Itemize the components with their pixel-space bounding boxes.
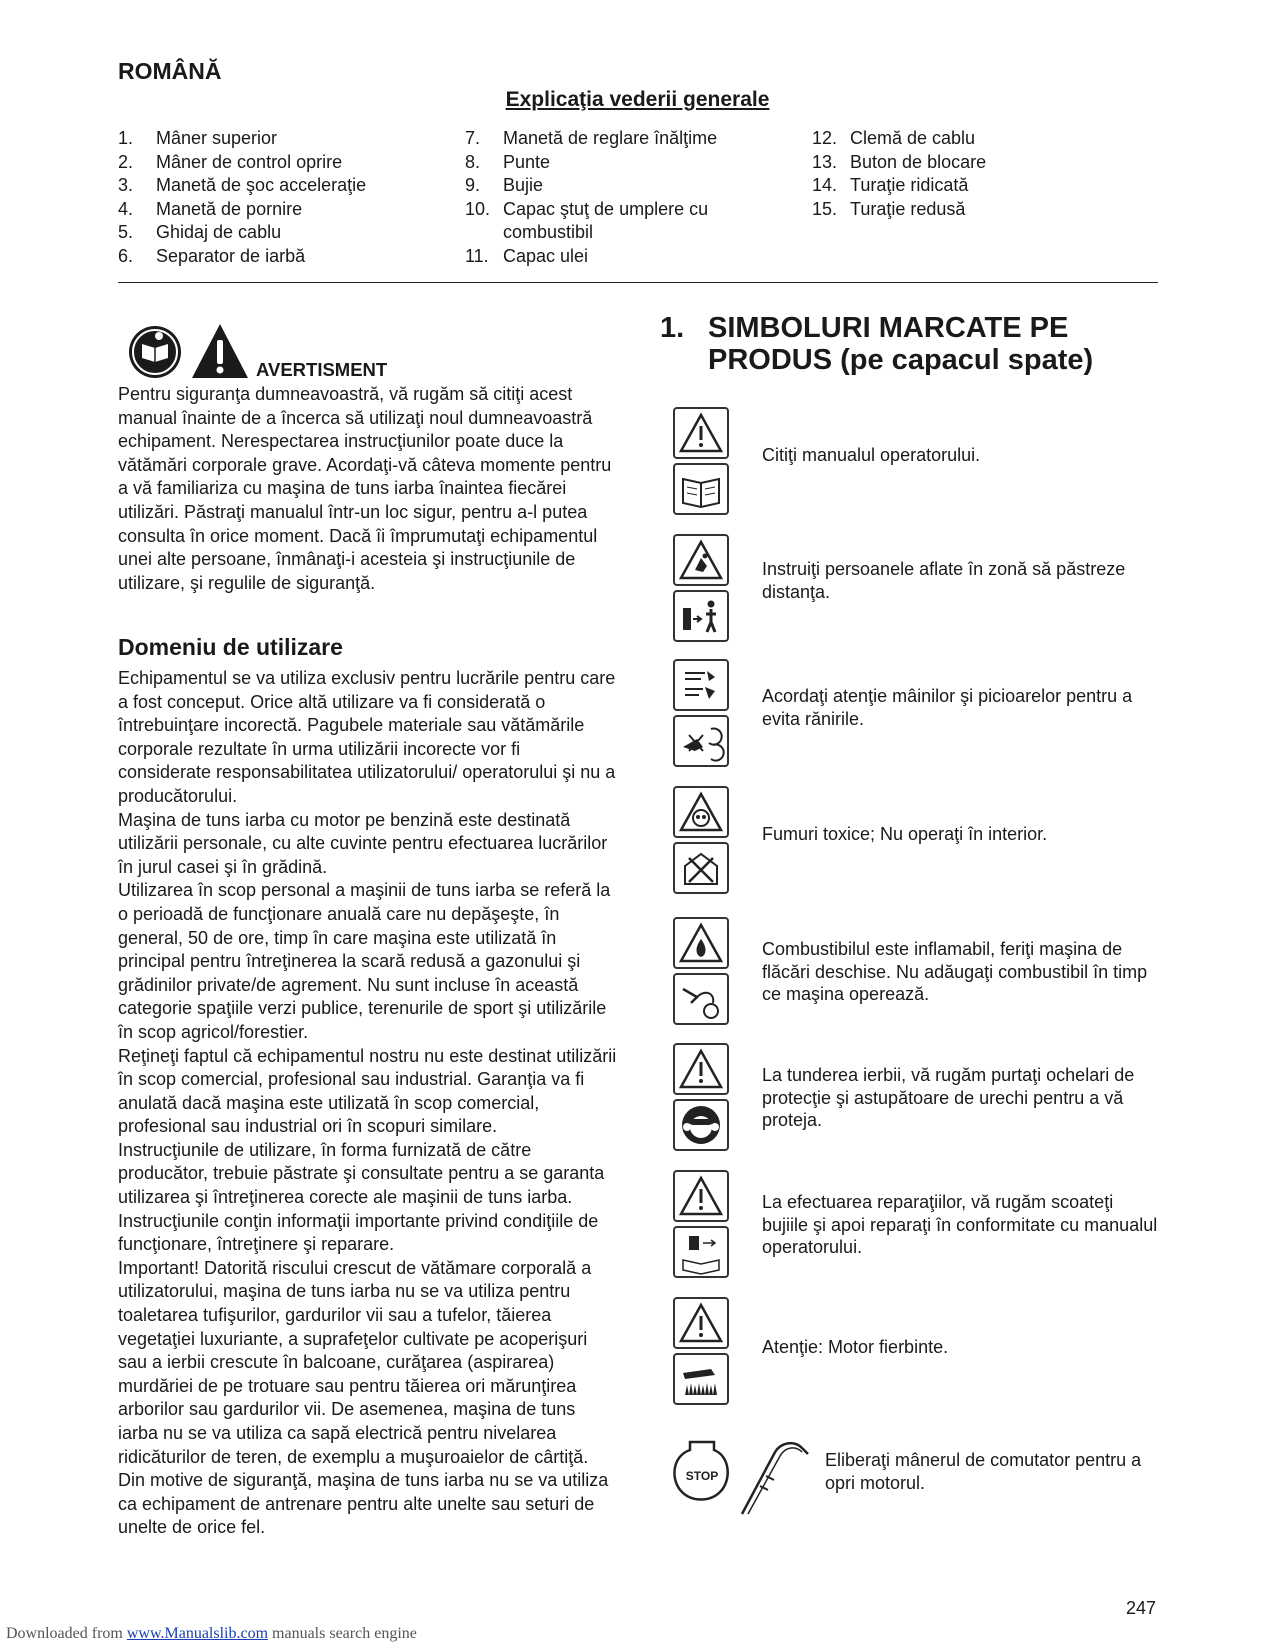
legend-item (465, 151, 793, 175)
hand-blade-icon (675, 661, 727, 709)
legend-text: Turaţie redusă (850, 198, 966, 219)
usage-paragraph: Maşina de tuns iarba cu motor pe benzină este destinată utilizării personale, cu alte cuvinte pentru efectuarea lucrărilor în jurul casei şi în grădină. (118, 809, 608, 877)
spark-plug-icon (675, 1228, 727, 1276)
legend-num: 5. (118, 222, 134, 242)
symbol-description: La tunderea ierbii, vă rugăm purtaţi ochelari de protecţie şi astupătoare de urechi pentru a vă proteja. (762, 1065, 1135, 1130)
symbol-eye-ear-protection (673, 1043, 729, 1155)
legend-text: Capac ştuţ de umplere cu combustibil (503, 198, 709, 242)
legend-item (812, 151, 1140, 175)
usage-heading: Domeniu de utilizare (118, 634, 343, 660)
legend-text: Clemă de cablu (850, 128, 976, 148)
legend-item (118, 151, 446, 175)
symbol-toxic-fumes (673, 786, 729, 898)
section-title: SIMBOLURI MARCATE PE PRODUS (pe capacul spate) (708, 312, 1094, 376)
legend-column-1 (118, 127, 446, 268)
legend-text: Mâner superior (156, 128, 278, 148)
stop-icon (674, 1442, 727, 1500)
legend-num: 4. (118, 198, 134, 219)
legend-num: 2. (118, 151, 134, 172)
section-number: 1. (660, 312, 685, 344)
page-number: 247 (1126, 1598, 1157, 1618)
legend-num: 9. (465, 175, 481, 195)
legend-item (812, 174, 1140, 198)
footer-prefix: Downloaded from (6, 1625, 123, 1642)
warning-triangle-icon (675, 1172, 727, 1220)
stop-label: STOP (685, 1469, 719, 1483)
no-indoor-icon (675, 844, 727, 892)
legend-text: Manetă de reglare înălţime (503, 128, 718, 148)
warning-triangle-icon (675, 1045, 727, 1093)
legend-num: 11. (465, 245, 489, 266)
legend-item (465, 245, 793, 269)
legend-item (465, 127, 793, 151)
warning-triangle-icon (675, 409, 727, 457)
legend-item (812, 198, 1140, 222)
legend-text: Capac ulei (503, 245, 589, 266)
legend-item (118, 221, 446, 245)
symbol-description: Eliberaţi mânerul de comutator pentru a opri motorul. (825, 1450, 1142, 1493)
legend-item (812, 127, 1140, 151)
symbol-read-manual (673, 407, 729, 519)
symbol-hot-engine (673, 1297, 729, 1409)
legend-num: 14. (812, 175, 838, 195)
warning-icons (128, 322, 248, 385)
read-manual-icon (129, 326, 181, 378)
legend-item (118, 245, 446, 269)
hot-engine-icon (675, 1355, 727, 1403)
foot-blade-icon (675, 717, 727, 765)
legend-num: 12. (812, 128, 838, 148)
read-manual-icon (675, 465, 727, 513)
legend-text: Manetă de pornire (156, 198, 303, 219)
keep-distance-icon (675, 592, 727, 640)
legend-text: Separator de iarbă (156, 245, 306, 266)
warning-paragraph: Pentru siguranţa dumneavoastră, vă rugăm să citiţi acest manual înainte de a încerca să utilizaţi noul dumneavoastră echipament. Nerespectarea instrucţiunilor poate duce la vătămări corporale grave. Acordaţi-vă câteva momente pentru a vă familiariza cu maşina de tuns iarba înaintea fiecărei utilizări. Păstraţi manualul într-un loc sigur, pentru a-l putea consulta în orice moment. Dacă îi împrumutaţi echipamentul unei alte persoane, înmânaţi-i acesteia şi instrucţiunile de utilizare, şi regulile de siguranţă. (118, 384, 612, 593)
symbol-keep-distance (673, 534, 729, 646)
usage-paragraph: Echipamentul se va utiliza exclusiv pentru lucrările pentru care a fost conceput. Orice altă utilizare va fi considerată o întrebuinţare incorectă. Pagubele materiale sau vătămările corporale rezultate în urma utilizării incorecte vor fi considerate responsabilitatea utilizatorului/ operatorului şi nu a producătorului. (118, 668, 616, 806)
symbol-description: Fumuri toxice; Nu operaţi în interior. (762, 824, 1048, 844)
symbol-hands-feet (673, 659, 729, 771)
legend-text: Manetă de şoc acceleraţie (156, 175, 367, 195)
legend-text: Bujie (503, 175, 544, 195)
manualslib-link[interactable]: www.Manualslib.com (126, 1625, 269, 1642)
usage-text (118, 667, 618, 1540)
legend-num: 10. (465, 198, 491, 219)
legend-title: Explicaţia vederii generale (505, 88, 770, 111)
warning-triangle-icon (675, 1299, 727, 1347)
section-divider (118, 282, 1158, 283)
usage-paragraph: Important! Datorită riscului crescut de vătămare corporală a utilizatorului, maşina de tuns iarba nu se va utiliza pentru toaletarea tufişurilor, gardurilor vii sau a tufelor, tăierea vegetaţiei luxuriante, a suprafeţelor cultivate pe acoperişuri sau a ierbii crescute în balcoane, curăţarea (aspirarea) murdăriei de pe trotuare sau pentru tăierea ori mărunţirea arborilor sau gardurilor vii. De asemenea, maşina de tuns iarba nu se va utiliza ca sapă electrică pentru nivelarea ridicăturilor de teren, de exemplu a muşuroaielor de cârtiţă. (118, 1257, 592, 1467)
symbol-description: Citiţi manualul operatorului. (762, 445, 981, 465)
language-heading: ROMÂNĂ (118, 58, 222, 84)
symbol-description: Atenţie: Motor fierbinte. (762, 1337, 949, 1357)
usage-paragraph: Utilizarea în scop personal a maşinii de tuns iarba se referă la o perioadă de funcţionare anuală care nu depăşeşte, în general, 50 de ore, timp în care maşina este utilizată în principal pentru întreţinerea la scară redusă a gazonului şi grădinilor private/de agrement. Nu sunt incluse în această categorie spaţiile verzi publice, terenurile de sport şi utilizările în scop agricol/forestier. (118, 880, 611, 1042)
legend-item (118, 174, 446, 198)
handle-icon (742, 1443, 808, 1514)
symbol-description: La efectuarea reparaţiilor, vă rugăm scoateţi bujiile şi apoi reparaţi în conformitate cu manualul operatorului. (762, 1192, 1158, 1257)
legend-num: 8. (465, 151, 481, 172)
usage-paragraph: Instrucţiunile de utilizare, în forma furnizată de către producător, trebuie păstrate şi consultate pentru a se garanta utilizarea şi întreţinerea corecte ale maşinii de tuns iarba. Instrucţiunile conţin informaţii importante privind condiţiile de funcţionare, întreţinere şi reparare. (118, 1139, 605, 1255)
legend-column-3 (812, 127, 1140, 221)
footer-suffix: manuals search engine (268, 1625, 417, 1642)
symbol-spark-plug (673, 1170, 729, 1282)
legend-num: 6. (118, 245, 134, 266)
symbol-flammable (673, 917, 729, 1029)
warning-triangle-icon (675, 788, 727, 836)
legend-item (465, 198, 793, 245)
fuel-hose-icon (675, 975, 727, 1023)
legend-item (118, 127, 446, 151)
warning-triangle-icon (675, 536, 727, 584)
legend-column-2 (465, 127, 793, 268)
usage-paragraph: Din motive de siguranţă, maşina de tuns iarba nu se va utiliza ca echipament de antrenare pentru alte unelte sau seturi de unelte de orice fel. (118, 1470, 609, 1538)
warning-triangle-icon (192, 324, 248, 378)
legend-num: 15. (812, 198, 838, 219)
symbol-description: Combustibilul este inflamabil, feriţi maşina de flăcări deschise. Nu adăugaţi combustibil în timp ce maşina operează. (762, 939, 1148, 1004)
legend-item (118, 198, 446, 222)
legend-num: 13. (812, 151, 838, 172)
legend-text: Turaţie ridicată (850, 175, 969, 195)
download-footer (6, 1625, 417, 1643)
eye-ear-protection-icon (675, 1101, 727, 1149)
legend-text: Punte (503, 151, 551, 172)
legend-text: Buton de blocare (850, 151, 987, 172)
legend-text: Mâner de control oprire (156, 151, 343, 172)
legend-num: 3. (118, 175, 134, 195)
usage-paragraph: Reţineţi faptul că echipamentul nostru nu este destinat utilizării în scop comercial, profesional sau industrial. Garanţia va fi anulată dacă maşina este utilizată în scop comercial, profesional sau industrial ori în scopuri similare. (118, 1045, 617, 1137)
warning-label: AVERTISMENT (256, 359, 388, 380)
symbol-description: Instruiţi persoanele aflate în zonă să păstreze distanţa. (762, 559, 1126, 602)
symbol-stop (670, 1436, 820, 1521)
legend-text: Ghidaj de cablu (156, 222, 282, 242)
legend-num: 1. (118, 128, 134, 148)
legend-num: 7. (465, 128, 481, 148)
warning-triangle-icon (675, 919, 727, 967)
symbol-description: Acordaţi atenţie mâinilor şi picioarelor pentru a evita rănirile. (762, 686, 1133, 729)
warning-text (118, 383, 618, 595)
legend-item (465, 174, 793, 198)
